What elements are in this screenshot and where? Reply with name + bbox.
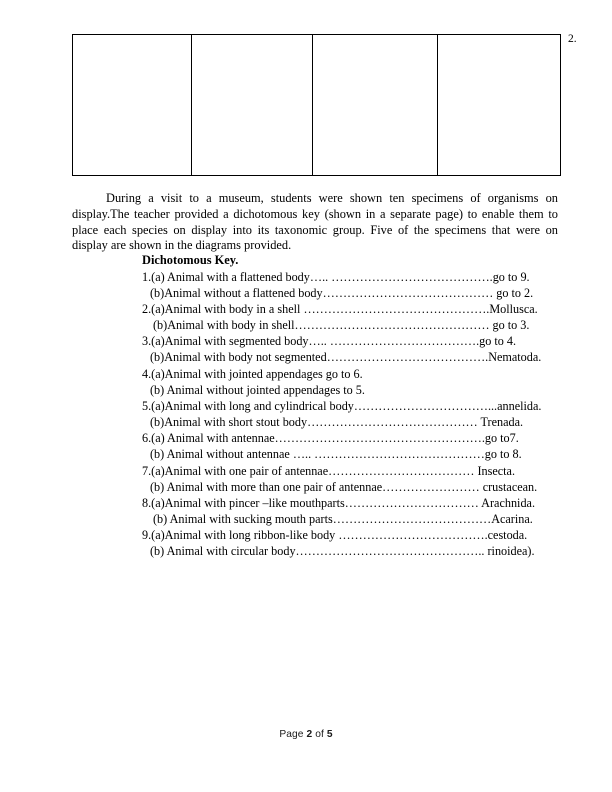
table-row [73, 35, 561, 176]
key-line-label: 5.(a)Animal with long and cylindrical body [142, 398, 354, 413]
key-line-leader: ……………………………………… [295, 544, 479, 559]
key-line-label: 6.(a) Animal with antennae [142, 431, 275, 446]
key-line-result: Acarina. [491, 512, 533, 526]
key-line [142, 479, 556, 495]
key-line [142, 511, 556, 527]
key-line-result: Insecta. [474, 463, 515, 478]
key-line-leader: ….. ……………………………… [308, 334, 477, 349]
key-line-leader: ……………………………… [328, 463, 475, 478]
key-line-label: 3.(a)Animal with segmented body [142, 334, 309, 349]
key-line-result: .Mollusca. [486, 301, 538, 316]
intro-paragraph: During a visit to a museum, students were shown ten specimens of organisms on display.The teacher provided a dichotomous key (shown in a separate page) to enable them to place each species on display into its taxonomic group. Five of the specimens that were on display are shown in the diagrams provided. [72, 191, 558, 253]
key-line-label: 2.(a)Animal with body in a shell [142, 301, 304, 316]
key-line [142, 495, 556, 511]
key-line-label: 1.(a) Animal with a flattened body [142, 269, 310, 284]
key-line-leader: ….. …………………………………. [309, 269, 493, 284]
key-line-result: go to 8. [484, 447, 522, 462]
key-line-label: (b)Animal with body in shell [153, 318, 295, 333]
answer-table-container [72, 34, 556, 176]
key-line-leader: …………………… [382, 479, 480, 494]
answer-cell-2[interactable] [192, 35, 313, 176]
key-line-result: go to 9. [492, 269, 530, 284]
key-line-label: (b) Animal without jointed appendages to 5. [150, 382, 365, 397]
key-line-leader: ………………………………………… [294, 318, 490, 333]
key-line [142, 349, 556, 365]
key-line-result: ...annelida. [487, 398, 542, 413]
key-line [142, 333, 556, 349]
key-line-result: crustacean. [479, 479, 538, 494]
key-line [142, 285, 556, 301]
answer-table [72, 34, 561, 176]
key-line-result: Arachnida. [478, 495, 535, 510]
key-line-leader: …………………………… [344, 495, 479, 510]
key-line-leader: …………………………………… [322, 285, 494, 300]
key-line-result: go to 3. [489, 318, 530, 333]
key-line-label: (b) Animal with circular body [150, 544, 296, 559]
key-line-leader: ……………………………………… [303, 301, 487, 316]
key-line-result: .. rinoidea). [478, 544, 535, 559]
key-line-leader: ……………………………… [338, 528, 485, 543]
key-line [142, 398, 556, 414]
key-line-leader: ………………………………… [326, 350, 486, 365]
key-line-result: go to 2. [493, 285, 534, 300]
page-footer [0, 729, 612, 740]
key-line [142, 414, 556, 430]
key-line [142, 543, 556, 559]
key-line-result: .go to7. [481, 431, 519, 446]
key-line-result: .go to 4. [476, 334, 517, 349]
key-line-result: .cestoda. [484, 528, 528, 543]
key-line-label: 9.(a)Animal with long ribbon-like body [142, 528, 339, 543]
key-line [142, 301, 556, 317]
footer-total-pages: 5 [326, 729, 333, 740]
key-line [142, 527, 556, 543]
key-line-leader: …………………………………… [307, 415, 478, 430]
answer-cell-3[interactable] [313, 35, 438, 176]
dichotomous-key-title: Dichotomous Key. [142, 253, 239, 267]
key-line-leader: ….. …………………………………… [292, 447, 485, 462]
key-line-leader: …………………………… [353, 398, 488, 413]
key-line-label: (b) Animal with more than one pair of antennae [150, 479, 383, 494]
key-line-label: (b) Animal without antennae [150, 447, 293, 462]
key-line [142, 269, 556, 285]
key-line-label: 7.(a)Animal with one pair of antennae [142, 463, 329, 478]
key-line-result: .Nematoda. [485, 350, 542, 365]
key-line [142, 430, 556, 446]
key-line [142, 463, 556, 479]
answer-table-body [73, 35, 561, 176]
key-line-label: (b) Animal with sucking mouth parts [153, 512, 333, 526]
key-line-label: 8.(a)Animal with pincer –like mouthparts [142, 495, 345, 510]
key-line [142, 317, 556, 333]
key-line-label: 4.(a)Animal with jointed appendages go to 6. [142, 366, 363, 381]
footer-page-prefix: Page [279, 729, 307, 740]
key-line [142, 366, 556, 382]
key-line-label: (b)Animal with body not segmented [150, 350, 327, 365]
key-line-label: (b)Animal without a flattened body [150, 285, 323, 300]
footer-current-page: 2 [306, 729, 313, 740]
answer-cell-1[interactable] [73, 35, 192, 176]
answer-cell-4[interactable] [438, 35, 561, 176]
key-line-leader: …………………………………………… [274, 431, 482, 446]
key-line-result: Trenada. [477, 415, 524, 430]
key-line [142, 446, 556, 462]
key-line-leader: ………………………………… [332, 512, 492, 526]
dichotomous-key-block [142, 252, 556, 559]
footer-of-label: of [312, 729, 327, 740]
key-line-label: (b)Animal with short stout body [150, 415, 308, 430]
dichotomous-key-lines [142, 269, 556, 560]
key-line [142, 382, 556, 398]
question-number: 2. [568, 33, 577, 45]
